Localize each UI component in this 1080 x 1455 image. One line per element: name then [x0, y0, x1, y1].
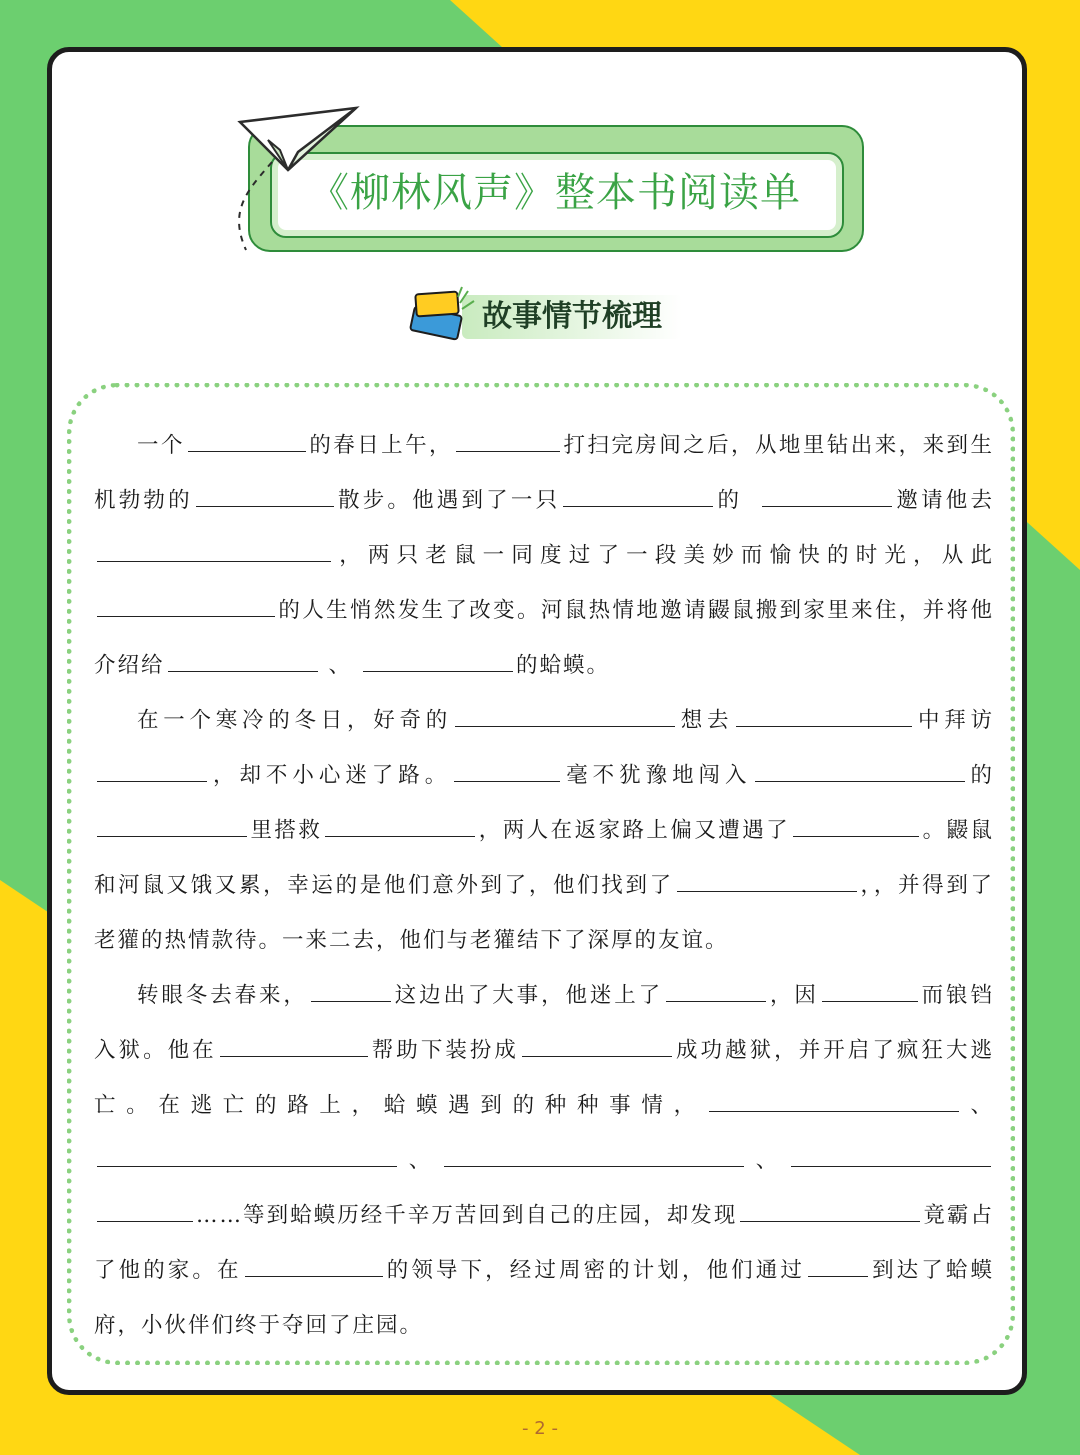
fill-blank[interactable]: [563, 480, 713, 507]
fill-blank[interactable]: [444, 1140, 744, 1167]
fill-blank[interactable]: [677, 865, 857, 892]
page-title: 《柳林风声》整本书阅读单: [309, 170, 801, 216]
fill-blank[interactable]: [736, 700, 912, 727]
fill-blank[interactable]: [762, 480, 892, 507]
fill-blank[interactable]: [791, 1140, 991, 1167]
fill-blank[interactable]: [755, 755, 965, 782]
fill-blank[interactable]: [97, 1140, 397, 1167]
fill-blank[interactable]: [311, 975, 391, 1002]
fill-blank[interactable]: [196, 480, 334, 507]
fill-blank[interactable]: [97, 755, 207, 782]
section-heading: [402, 283, 702, 353]
fill-blank[interactable]: [456, 425, 560, 452]
books-icon: [402, 283, 478, 353]
paper-plane-icon: [228, 100, 368, 260]
fill-blank[interactable]: [793, 810, 919, 837]
section-title: 故事情节梳理: [482, 299, 662, 334]
fill-blank[interactable]: [245, 1250, 383, 1277]
page-number: - 2 -: [522, 1418, 558, 1439]
fill-blank[interactable]: [168, 645, 318, 672]
fill-blank[interactable]: [188, 425, 306, 452]
reading-passage: [94, 418, 994, 1353]
fill-blank[interactable]: [325, 810, 475, 837]
fill-blank[interactable]: [220, 1030, 368, 1057]
fill-blank[interactable]: [363, 645, 513, 672]
fill-blank[interactable]: [97, 590, 275, 617]
fill-blank[interactable]: [666, 975, 766, 1002]
paragraph-2: 在一个寒冷的冬日，好奇的 想去 中拜访，却不小心迷了路。 毫不犹豫地闯入 的里搭救 ，两人在返家路上偏又遭遇了 。鼹鼠和河鼠又饿又累，幸运的是他们意外到了，他们找到了 ，，并得到了老獾的热情款待。一来二去，他们与老獾结下了深厚的友谊。: [94, 693, 994, 968]
fill-blank[interactable]: [822, 975, 918, 1002]
fill-blank[interactable]: [455, 700, 675, 727]
fill-blank[interactable]: [522, 1030, 672, 1057]
fill-blank[interactable]: [97, 535, 331, 562]
fill-blank[interactable]: [97, 810, 247, 837]
paragraph-1: 一个 的春日上午， 打扫完房间之后，从地里钻出来，来到生机勃勃的 散步。他遇到了一只 的 邀请他去，两只老鼠一同度过了一段美妙而愉快的时光，从此的人生悄然发生了改变。河鼠热情地邀请鼹鼠搬到家里来住，并将他介绍给 、 的蛤蟆。: [94, 418, 994, 693]
fill-blank[interactable]: [740, 1195, 920, 1222]
fill-blank[interactable]: [97, 1195, 193, 1222]
fill-blank[interactable]: [454, 755, 560, 782]
paragraph-3: 转眼冬去春来， 这边出了大事，他迷上了 ，因 而锒铛入狱。他在 帮助下装扮成 成功越狱，并开启了疯狂大逃亡。在逃亡的路上，蛤蟆遇到的种种事情， 、、 、……等到蛤蟆历经千辛万苦回到自己的庄园，却发现 竟霸占了他的家。在 的领导下，经过周密的计划，他们通过 到达了蛤蟆府，小伙伴们终于夺回了庄园。: [94, 968, 994, 1353]
fill-blank[interactable]: [808, 1250, 868, 1277]
fill-blank[interactable]: [709, 1085, 959, 1112]
